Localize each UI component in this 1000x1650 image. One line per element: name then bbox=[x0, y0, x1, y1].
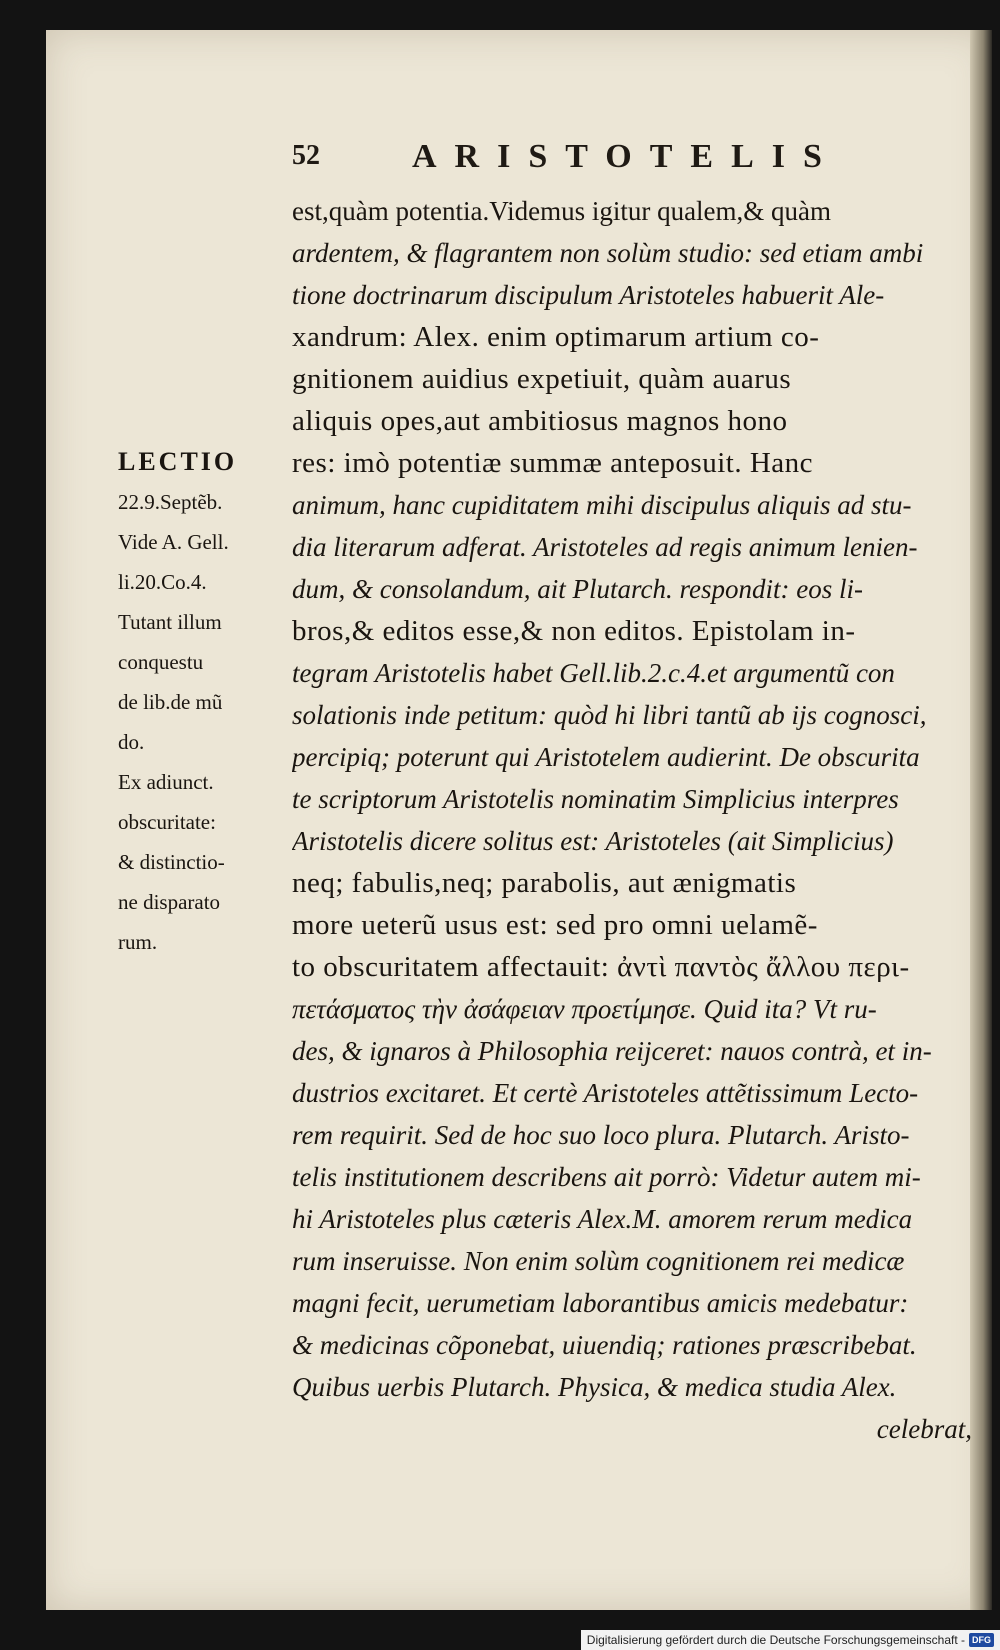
text-line: gnitionem auidius expetiuit, quàm auarus bbox=[292, 363, 792, 395]
text-line: πετάσματος τὴν ἀσάφειαν προετίμησε. Quid ita? Vt ru- bbox=[292, 994, 877, 1024]
marginal-notes bbox=[118, 442, 290, 962]
margin-line: obscuritate: bbox=[118, 810, 216, 834]
text-line: bros,& editos esse,& non editos. Epistolam in- bbox=[292, 615, 856, 647]
text-line: res: imò potentiæ summæ anteposuit. Hanc bbox=[292, 447, 814, 479]
margin-line: de lib.de mũ bbox=[118, 690, 223, 714]
text-line: tione doctrinarum discipulum Aristoteles habuerit Ale- bbox=[292, 280, 885, 310]
text-line: neq; fabulis,neq; parabolis, aut ænigmatis bbox=[292, 867, 797, 899]
margin-line: Tutant illum bbox=[118, 610, 222, 634]
margin-line: do. bbox=[118, 730, 145, 754]
page-number: 52 bbox=[292, 140, 320, 171]
text-line: telis institutionem describens ait porrò: Videtur autem mi- bbox=[292, 1162, 921, 1192]
margin-line: ne disparato bbox=[118, 890, 221, 914]
text-line: aliquis opes,aut ambitiosus magnos hono bbox=[292, 405, 788, 437]
margin-line: & distinctio- bbox=[118, 850, 225, 874]
text-line: to obscuritatem affectauit: ἀντὶ παντὸς ἄλλου περι- bbox=[292, 951, 910, 983]
margin-line: conquestu bbox=[118, 650, 204, 674]
text-line: more ueterũ usus est: sed pro omni uelamẽ- bbox=[292, 909, 818, 941]
text-line: rem requirit. Sed de hoc suo loco plura. Plutarch. Aristo- bbox=[292, 1120, 910, 1150]
text-line: dia literarum adferat. Aristoteles ad regis animum lenien- bbox=[292, 532, 918, 562]
running-title: ARISTOTELIS bbox=[412, 138, 840, 175]
text-line: tegram Aristotelis habet Gell.lib.2.c.4.et argumentũ con bbox=[292, 658, 895, 688]
text-line: percipiq; poterunt qui Aristotelem audierint. De obscurita bbox=[292, 742, 920, 772]
footer-text: Digitalisierung gefördert durch die Deutsche Forschungsgemeinschaft - bbox=[586, 1633, 965, 1647]
text-line: magni fecit, uerumetiam laborantibus amicis medebatur: bbox=[292, 1288, 909, 1318]
margin-line: Ex adiunct. bbox=[118, 770, 214, 794]
text-line: Aristotelis dicere solitus est: Aristoteles (ait Simplicius) bbox=[292, 826, 894, 856]
funding-footer bbox=[581, 1630, 1000, 1650]
margin-line: 22.9.Septẽb. bbox=[118, 490, 223, 514]
text-line: animum, hanc cupiditatem mihi discipulus aliquis ad stu- bbox=[292, 490, 912, 520]
text-line: Quibus uerbis Plutarch. Physica, & medica studia Alex. bbox=[292, 1372, 897, 1402]
text-line: rum inseruisse. Non enim solùm cognitionem rei medicæ bbox=[292, 1246, 905, 1276]
text-line: ardentem, & flagrantem non solùm studio: sed etiam ambi bbox=[292, 238, 924, 268]
margin-line: Vide A. Gell. bbox=[118, 530, 229, 554]
text-line: dum, & consolandum, ait Plutarch. respondit: eos li- bbox=[292, 574, 863, 604]
text-line: est,quàm potentia.Videmus igitur qualem,& quàm bbox=[292, 196, 832, 226]
body-text bbox=[292, 190, 982, 1450]
text-line: dustrios excitaret. Et certè Aristoteles attẽtissimum Lecto- bbox=[292, 1078, 919, 1108]
margin-line: li.20.Co.4. bbox=[118, 570, 207, 594]
text-line: te scriptorum Aristotelis nominatim Simplicius interpres bbox=[292, 784, 899, 814]
text-line: solationis inde petitum: quòd hi libri tantũ ab ijs cognosci, bbox=[292, 700, 927, 730]
text-line: hi Aristoteles plus cæteris Alex.M. amorem rerum medica bbox=[292, 1204, 913, 1234]
catchword: celebrat, bbox=[876, 1414, 972, 1444]
margin-line: LECTIO bbox=[118, 447, 238, 476]
text-line: xandrum: Alex. enim optimarum artium co- bbox=[292, 321, 820, 353]
dfg-logo-icon: DFG bbox=[969, 1633, 994, 1647]
margin-line: rum. bbox=[118, 930, 158, 954]
text-line: des, & ignaros à Philosophia reijceret: nauos contrà, et in- bbox=[292, 1036, 932, 1066]
text-line: & medicinas cõponebat, uiuendiq; rationes præscribebat. bbox=[292, 1330, 917, 1360]
page-header bbox=[292, 138, 862, 180]
